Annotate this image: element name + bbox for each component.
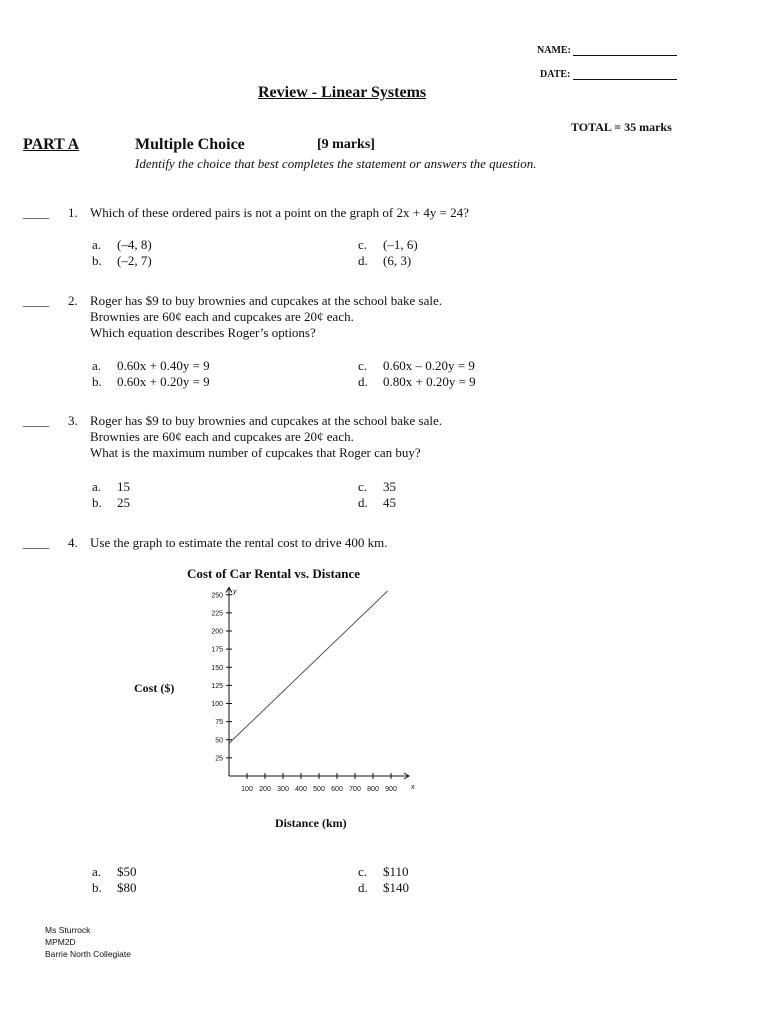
y-tick-label: 225 [211,610,223,618]
question-text [90,535,387,551]
name-label: NAME: [537,45,571,56]
x-tick-label: 800 [367,786,379,793]
x-tick-label: 100 [241,786,253,793]
option-text: $140 [383,880,409,895]
x-tick-label: 600 [331,786,343,793]
option-letter: a. [92,358,102,373]
answer-option [358,253,411,269]
y-axis-letter: y [233,588,237,596]
y-axis-title: Cost ($) [134,681,175,695]
answer-blank[interactable]: ____ [23,205,49,220]
rental-cost-chart [195,582,425,797]
option-text: 15 [117,479,130,494]
date-field[interactable] [573,67,677,80]
x-axis-letter: x [411,784,415,791]
answer-option [358,237,418,253]
option-letter: a. [92,479,102,494]
option-letter: b. [92,253,102,268]
total-marks: TOTAL = 35 marks [571,120,672,134]
question-line: Roger has $9 to buy brownies and cupcakes at the school bake sale. [90,413,442,428]
question-number: 3. [68,413,78,428]
footer [45,924,131,960]
y-tick-label: 250 [211,592,223,600]
option-letter: a. [92,864,102,879]
option-text: (–4, 8) [117,237,152,252]
option-letter: c. [358,358,368,373]
section-marks: [9 marks] [317,137,375,152]
option-text: $50 [117,864,137,879]
y-tick-label: 125 [211,682,223,690]
name-field[interactable] [573,43,677,56]
question-text [90,413,442,461]
answer-option [92,880,137,896]
answer-option [92,479,130,495]
option-letter: d. [358,374,368,389]
question-number: 2. [68,293,78,308]
option-letter: c. [358,864,368,879]
question-line: Brownies are 60¢ each and cupcakes are 20¢ each. [90,309,354,324]
y-tick-label: 75 [215,719,223,727]
question-line: What is the maximum number of cupcakes that Roger can buy? [90,445,421,460]
option-letter: b. [92,495,102,510]
option-text: 25 [117,495,130,510]
option-text: (–1, 6) [383,237,418,252]
option-letter: c. [358,479,368,494]
option-letter: b. [92,374,102,389]
question-line: Brownies are 60¢ each and cupcakes are 20¢ each. [90,429,354,444]
option-letter: b. [92,880,102,895]
x-tick-label: 700 [349,786,361,793]
date-label: DATE: [540,69,571,80]
option-text: 0.60x + 0.40y = 9 [117,358,210,373]
option-text: 0.60x – 0.20y = 9 [383,358,475,373]
instructions: Identify the choice that best completes the statement or answers the question. [135,156,537,171]
series-line [229,588,387,743]
answer-option [92,864,137,880]
answer-option [92,374,210,390]
y-tick-label: 150 [211,664,223,672]
answer-blank[interactable]: ____ [23,535,49,550]
option-text: (6, 3) [383,253,412,268]
answer-option [92,237,152,253]
question-line: Roger has $9 to buy brownies and cupcakes at the school bake sale. [90,293,442,308]
option-text: 0.80x + 0.20y = 9 [383,374,476,389]
x-tick-label: 500 [313,786,325,793]
x-tick-label: 400 [295,786,307,793]
answer-option [358,479,396,495]
y-tick-label: 100 [211,701,223,708]
y-tick-label: 25 [215,755,223,763]
answer-option [92,495,130,511]
answer-blank[interactable]: ____ [23,293,49,308]
answer-option [358,495,396,511]
footer-school: Barrie North Collegiate [45,949,131,959]
question-line: Which equation describes Roger’s options? [90,325,316,340]
option-text: 0.60x + 0.20y = 9 [117,374,210,389]
footer-course: MPM2D [45,937,76,947]
section-heading: Multiple Choice [135,136,245,153]
option-letter: a. [92,237,102,252]
option-letter: d. [358,495,368,510]
question-number: 1. [68,205,78,220]
option-letter: c. [358,237,368,252]
answer-option [358,374,476,390]
question-line: Which of these ordered pairs is not a point on the graph of 2x + 4y = 24? [90,205,469,220]
option-text: 45 [383,495,396,510]
y-tick-label: 175 [211,646,223,654]
answer-option [358,864,409,880]
option-letter: d. [358,253,368,268]
option-text: $110 [383,864,409,879]
x-tick-label: 300 [277,786,289,793]
x-tick-label: 200 [259,786,271,793]
y-tick-label: 200 [211,628,223,636]
question-text [90,205,469,221]
answer-option [358,358,475,374]
x-tick-label: 900 [385,786,397,793]
question-number: 4. [68,535,78,550]
y-tick-label: 50 [215,737,223,745]
answer-option [92,253,152,269]
option-text: 35 [383,479,396,494]
answer-option [92,358,210,374]
page-title: Review - Linear Systems [258,84,427,101]
part-label: PART A [23,136,80,153]
chart-title: Cost of Car Rental vs. Distance [187,566,361,581]
x-axis-title: Distance (km) [275,816,347,830]
option-text: (–2, 7) [117,253,152,268]
question-text [90,293,442,341]
option-letter: d. [358,880,368,895]
answer-option [358,880,409,896]
option-text: $80 [117,880,137,895]
answer-blank[interactable]: ____ [23,413,49,428]
footer-teacher: Ms Sturrock [45,925,91,935]
question-line: Use the graph to estimate the rental cost to drive 400 km. [90,535,388,550]
